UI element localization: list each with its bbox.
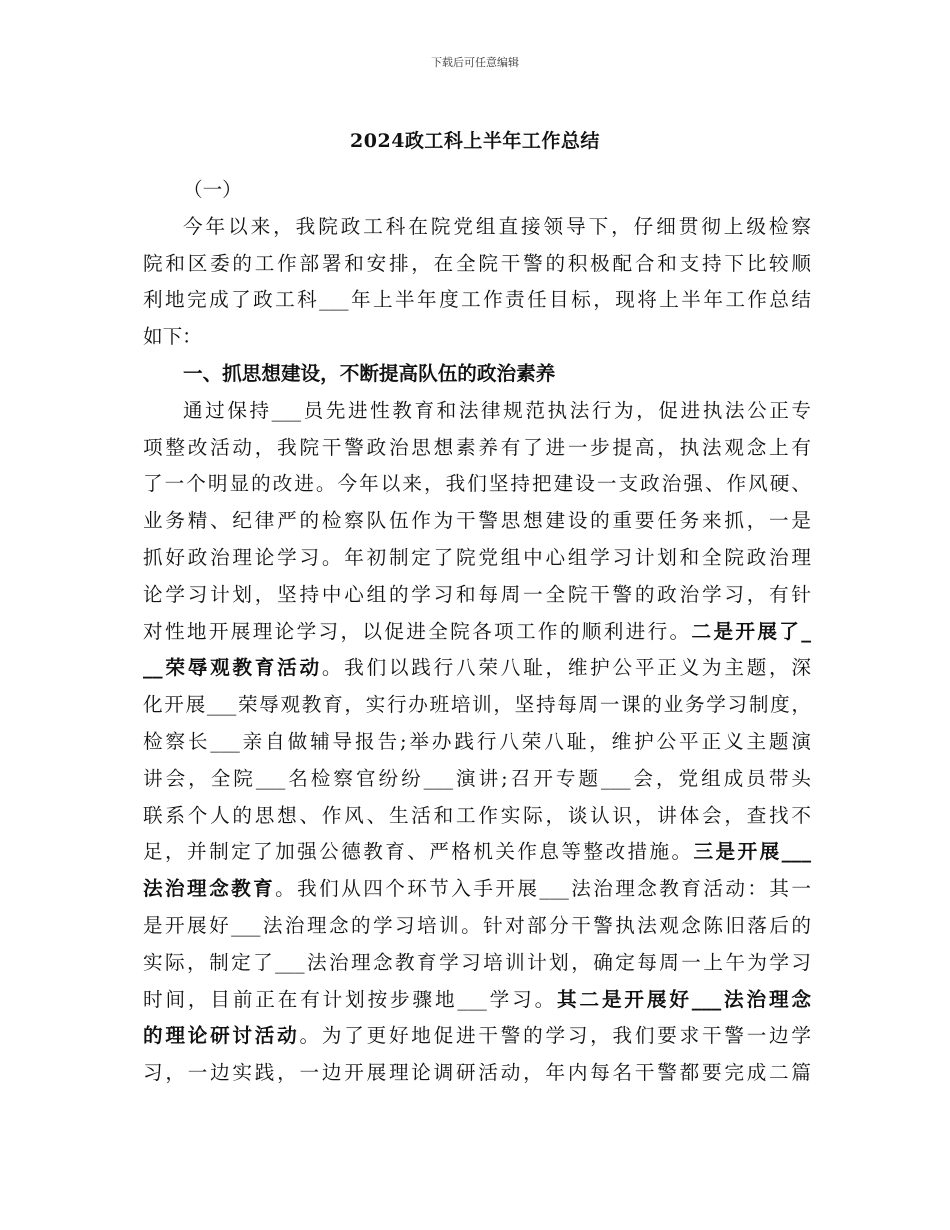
text-segment: 时间，目前正在有计划按步骤地___学习。 [143, 987, 558, 1011]
text-line [143, 614, 811, 651]
text-line [143, 246, 811, 283]
text-line [143, 356, 811, 393]
text-line [143, 577, 811, 614]
text-segment: 。我们以践行八荣八耻，维护公平正义为主题，深 [321, 656, 812, 680]
text-segment: 利地完成了政工科___年上半年度工作责任目标，现将上半年工作总结 [143, 288, 811, 312]
bold-text-segment: 的理论研讨活动 [143, 1024, 300, 1048]
text-segment: 足，并制定了加强公德教育、严格机关作息等整改措施。 [143, 840, 694, 864]
text-line [143, 282, 811, 319]
bold-text-segment: 法治理念教育 [143, 877, 276, 901]
text-line [143, 650, 811, 687]
text-segment: 。我们从四个环节入手开展___法治理念教育活动：其一 [275, 877, 812, 901]
text-line [143, 172, 811, 209]
bold-text-segment: __荣辱观教育活动 [143, 656, 322, 680]
text-line [143, 430, 811, 467]
text-line [143, 908, 811, 945]
text-segment: 通过保持___员先进性教育和法律规范执法行为，促进执法公正专 [183, 398, 811, 422]
text-segment: 化开展___荣辱观教育，实行办班培训，坚持每周一课的业务学习制度， [143, 693, 811, 717]
text-line [143, 798, 811, 835]
text-segment: 。为了更好地促进干警的学习，我们要求干警一边学 [299, 1024, 812, 1048]
text-segment: 院和区委的工作部署和安排，在全院干警的积极配合和支持下比较顺 [143, 251, 811, 275]
text-segment: 论学习计划，坚持中心组的学习和每周一全院干警的政治学习，有针 [143, 582, 811, 606]
page-header-note: 下载后可任意编辑 [431, 56, 519, 69]
bold-text-segment: 二是开展了_ [691, 619, 812, 643]
text-segment: 实际，制定了___法治理念教育学习培训计划，确定每周一上午为学习 [143, 950, 811, 974]
text-line [143, 209, 811, 246]
text-line [143, 982, 811, 1019]
text-line [143, 540, 811, 577]
document-title: 2024政工科上半年工作总结 [350, 130, 600, 152]
text-segment: 业务精、纪律严的检察队伍作为干警思想建设的重要任务来抓，一是 [143, 509, 811, 533]
bold-text-segment: 三是开展___ [693, 840, 812, 864]
text-line [143, 319, 811, 356]
text-line [143, 761, 811, 798]
bold-text-segment: 一、抓思想建设，不断提高队伍的政治素养 [183, 361, 556, 385]
text-segment: 项整改活动，我院干警政治思想素养有了进一步提高，执法观念上有 [143, 435, 811, 459]
text-line [143, 393, 811, 430]
text-segment: 习，一边实践，一边开展理论调研活动，年内每名干警都要完成二篇 [143, 1061, 811, 1085]
text-segment: 讲会，全院___名检察官纷纷___演讲;召开专题___会，党组成员带头 [143, 766, 811, 790]
text-line [143, 945, 811, 982]
text-segment: 了一个明显的改进。今年以来，我们坚持把建设一支政治强、作风硬、 [143, 472, 811, 496]
bold-text-segment: 其二是开展好___法治理念 [557, 987, 812, 1011]
text-line [143, 1018, 811, 1055]
text-line [143, 724, 811, 761]
text-line [143, 871, 811, 908]
text-segment: 如下： [143, 325, 202, 349]
document-body [143, 172, 811, 1092]
text-segment: 对性地开展理论学习，以促进全院各项工作的顺利进行。 [143, 619, 692, 643]
text-segment: 抓好政治理论学习。年初制定了院党组中心组学习计划和全院政治理 [143, 545, 811, 569]
text-line [143, 1055, 811, 1092]
text-line [143, 503, 811, 540]
text-segment: 联系个人的思想、作风、生活和工作实际，谈认识，讲体会，查找不 [143, 803, 811, 827]
text-segment: 检察长___亲自做辅导报告;举办践行八荣八耻，维护公平正义主题演 [143, 729, 811, 753]
text-segment: 今年以来，我院政工科在院党组直接领导下，仔细贯彻上级检察 [183, 214, 811, 238]
text-line [143, 834, 811, 871]
text-line [143, 466, 811, 503]
text-segment: （一） [183, 178, 242, 201]
text-line [143, 687, 811, 724]
text-segment: 是开展好___法治理念的学习培训。针对部分干警执法观念陈旧落后的 [143, 913, 811, 937]
